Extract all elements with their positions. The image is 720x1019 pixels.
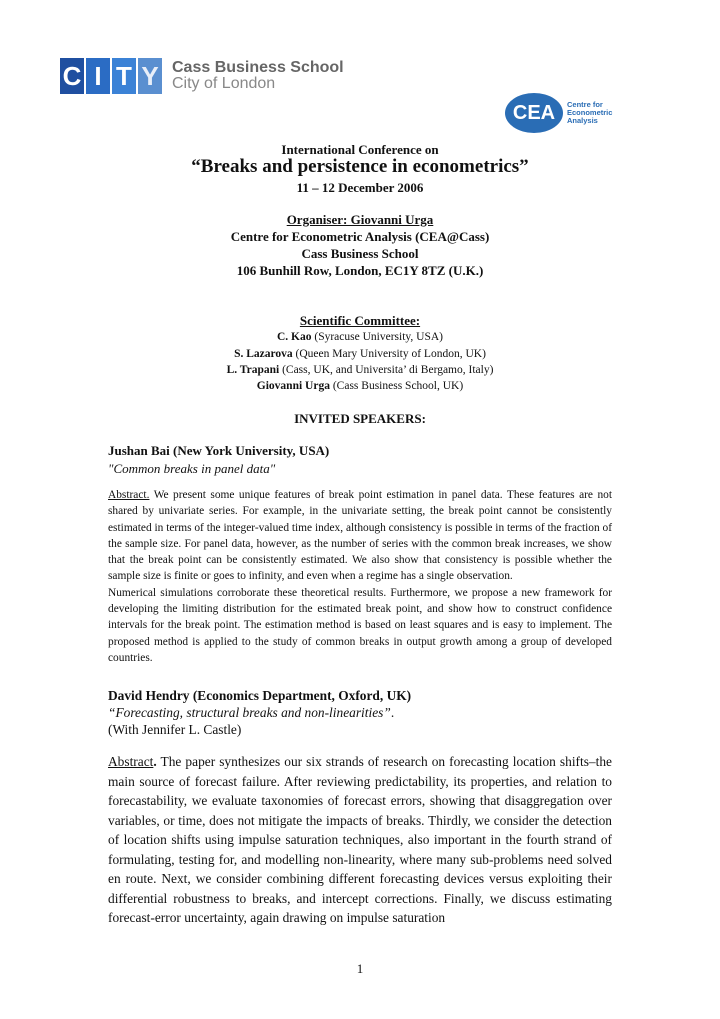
member-name: S. Lazarova	[234, 348, 293, 360]
school-name: Cass Business School	[172, 59, 344, 76]
school-name-block	[172, 60, 344, 92]
member-affiliation: (Syracuse University, USA)	[311, 331, 443, 343]
talk-title-end: .	[390, 705, 395, 720]
speaker-name: Jushan Bai (New York University, USA)	[108, 443, 330, 458]
city-letter-y: Y	[138, 58, 162, 94]
conference-title: “Breaks and persistence in econometrics”	[191, 156, 529, 177]
talk-title-line	[108, 705, 612, 721]
abstract-paragraph	[108, 487, 612, 585]
organiser-heading: Organiser: Giovanni Urga	[286, 212, 434, 227]
city-letter-i: I	[86, 58, 110, 94]
cea-line: Centre for	[567, 100, 603, 109]
committee-member	[0, 364, 720, 376]
abstract-paragraph	[108, 752, 612, 928]
member-affiliation: (Cass Business School, UK)	[329, 380, 464, 392]
member-affiliation: (Cass, UK, and Universita’ di Bergamo, Italy)	[279, 364, 494, 376]
conference-dates: 11 – 12 December 2006	[296, 180, 424, 195]
committee-member	[0, 348, 720, 360]
organiser-centre: Centre for Econometric Analysis (CEA@Cass)	[230, 229, 490, 244]
city-letters	[60, 58, 162, 94]
member-name: L. Trapani	[226, 364, 280, 376]
member-name: Giovanni Urga	[256, 380, 330, 392]
school-subtitle: City of London	[172, 75, 276, 92]
cea-line: Analysis	[567, 116, 598, 125]
abstract-section	[108, 487, 612, 666]
committee-member	[0, 380, 720, 392]
committee-member	[0, 331, 720, 343]
member-affiliation: (Queen Mary University of London, UK)	[292, 348, 486, 360]
speaker-name: David Hendry (Economics Department, Oxford, UK)	[108, 688, 412, 703]
abstract-text: The paper synthesizes our six strands of research on forecasting location shifts–the main source of forecast failure. After reviewing predictability, its properties, and relation to forecastability, we evaluate taxonomies of forecast errors, showing that disaggregation over variables, or time, does not mitigate the impacts of breaks. Thirdly, we consider the detection of location shifts using impulse saturation techniques, also important in the fourth strand of formulating, testing for, and modelling non-linearity, where many sub-problems need solved en route. Next, we consider combining different forecasting devices versus exploiting their differential robustness to breaks, and intercept corrections. Finally, we discuss estimating forecast-error uncertainty, again drawing on impulse saturation	[108, 754, 612, 925]
committee-heading: Scientific Committee:	[299, 313, 421, 328]
cea-text	[567, 101, 612, 125]
member-name: C. Kao	[277, 331, 312, 343]
cea-oval: CEA	[505, 93, 563, 133]
abstract-dot: .	[153, 754, 157, 769]
city-letter-t: T	[112, 58, 136, 94]
abstract-text: We present some unique features of break point estimation in panel data. These features are not shared by univariate series. For example, in the univariate setting, the break point cannot be consistently estimated in terms of the integer-valued time index, although consistency is possible in terms of the fraction of the sample size. For panel data, however, as the number of series with the common break increases, we show that the break point can be consistently estimated. We also show that consistency is possible whether the sample size is finite or goes to infinity, and even when a regime has a single observation.	[108, 489, 612, 583]
abstract-label: Abstract.	[108, 489, 150, 501]
talk-title: "Common breaks in panel data"	[108, 461, 276, 476]
invited-speakers-heading: INVITED SPEAKERS:	[294, 411, 426, 426]
talk-title: “Forecasting, structural breaks and non-linearities”	[108, 705, 391, 720]
abstract-label: Abstract	[108, 754, 154, 769]
coauthor-note: (With Jennifer L. Castle)	[108, 722, 242, 737]
conference-line: International Conference on	[281, 142, 439, 157]
cea-logo	[505, 93, 612, 133]
page-number: 1	[356, 961, 364, 976]
abstract-section	[108, 752, 612, 928]
abstract-paragraph: Numerical simulations corroborate these theoretical results. Furthermore, we propose a new framework for developing the limiting distribution for the estimated break point, and show how to construct confidence intervals for the break point. The estimation method is based on least squares and is easy to implement. The proposed method is applied to the study of common breaks in output growth among a group of developed countries.	[108, 586, 612, 664]
cea-line: Econometric	[567, 108, 613, 117]
organiser-address: 106 Bunhill Row, London, EC1Y 8TZ (U.K.)	[236, 263, 484, 278]
city-letter-c: C	[60, 58, 84, 94]
organiser-school: Cass Business School	[301, 246, 419, 261]
city-logo	[60, 58, 344, 94]
